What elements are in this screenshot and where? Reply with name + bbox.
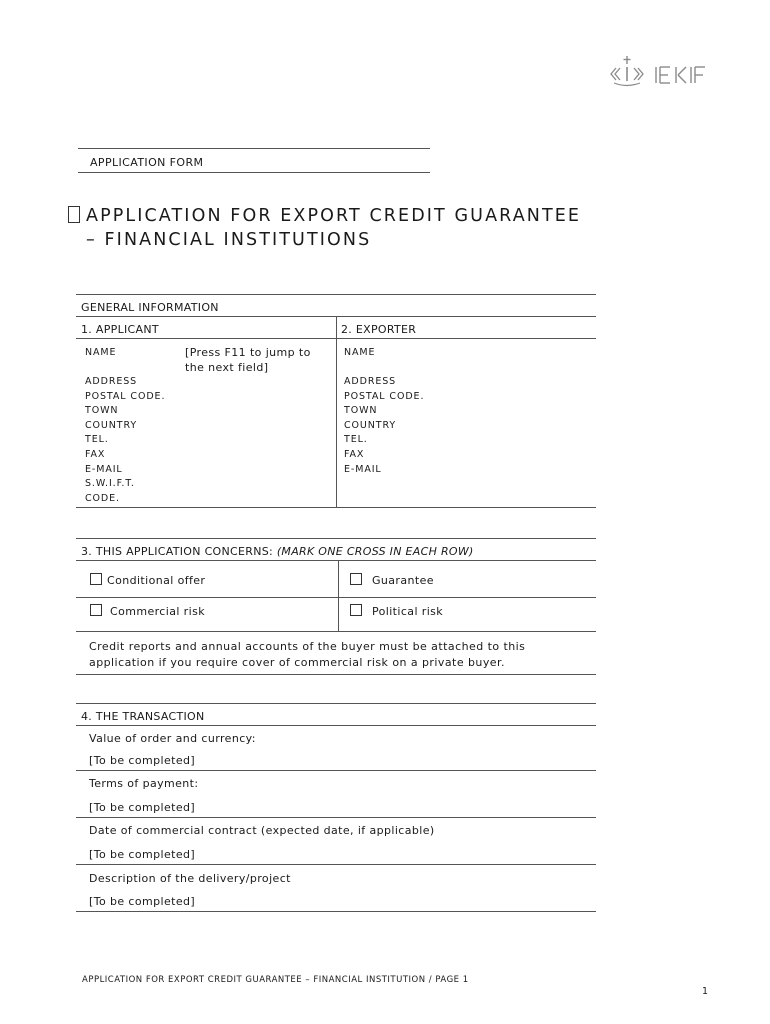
political-risk-checkbox[interactable] [350,604,362,616]
transaction-value-field[interactable]: [To be completed] [89,754,196,767]
transaction-terms-field[interactable]: [To be completed] [89,801,196,814]
transaction-rule-1 [76,770,596,771]
concerns-note [89,639,525,670]
concerns-heading [81,545,474,558]
page-footer: APPLICATION FOR EXPORT CREDIT GUARANTEE – FINANCIAL INSTITUTION / PAGE 1 [82,975,469,985]
exporter-tel-label: TEL. [344,434,368,446]
commercial-risk-label: Commercial risk [110,605,205,618]
applicant-fax-label: FAX [85,448,106,460]
concerns-note-line-1: Credit reports and annual accounts of the buyer must be attached to this [89,640,526,653]
applicant-swift-label: S.W.I.F.T. [85,478,135,490]
transaction-date-label: Date of commercial contract (expected date, if applicable) [89,824,435,837]
concerns-rule-row [76,597,596,598]
concerns-rule-options-bottom [76,631,596,632]
transaction-terms-label: Terms of payment: [89,777,199,790]
transaction-rule-bottom [76,911,596,912]
applicant-country-label: COUNTRY [85,419,138,431]
general-column-divider [336,316,337,507]
form-label-rule-top [78,148,430,149]
transaction-rule-2 [76,817,596,818]
political-risk-label: Political risk [372,605,444,618]
applicant-tel-label: TEL. [85,434,109,446]
commercial-risk-checkbox[interactable] [90,604,102,616]
concerns-rule-header [76,560,596,561]
guarantee-label: Guarantee [372,574,434,587]
applicant-town-label: TOWN [85,405,119,417]
applicant-swift-code-label: CODE. [85,492,120,504]
concerns-heading-text: 3. THIS APPLICATION CONCERNS: [81,545,277,558]
exporter-address-label: ADDRESS [344,376,397,387]
form-label: APPLICATION FORM [90,156,204,169]
concerns-rule-bottom [76,674,596,675]
general-rule-top [76,294,596,295]
page-title [68,204,581,252]
concerns-rule-top [76,538,596,539]
transaction-rule-3 [76,864,596,865]
transaction-value-label: Value of order and currency: [89,732,256,745]
applicant-heading: 1. APPLICANT [81,323,159,336]
transaction-heading: 4. THE TRANSACTION [81,710,205,723]
form-label-rule-bottom [78,172,430,173]
title-line-2: – FINANCIAL INSTITUTIONS [86,230,372,250]
title-line-1: APPLICATION FOR EXPORT CREDIT GUARANTEE [86,206,582,226]
transaction-description-label: Description of the delivery/project [89,872,291,885]
transaction-date-field[interactable]: [To be completed] [89,848,196,861]
conditional-offer-checkbox[interactable] [90,573,102,585]
exporter-country-label: COUNTRY [344,419,397,431]
applicant-name-label: NAME [85,347,117,358]
concerns-column-divider [338,560,339,631]
exporter-town-label: TOWN [344,405,378,417]
title-box-glyph [68,206,80,223]
applicant-postal-code-label: POSTAL CODE. [85,390,166,402]
exporter-postal-code-label: POSTAL CODE. [344,390,425,402]
general-rule-bottom [76,507,596,508]
exporter-email-label: E-MAIL [344,463,382,475]
exporter-heading: 2. EXPORTER [341,323,417,336]
page-number: 1 [702,986,709,997]
exporter-fields [344,375,424,477]
applicant-fields [85,375,165,506]
exporter-fax-label: FAX [344,448,365,460]
applicant-email-label: E-MAIL [85,463,123,475]
transaction-rule-top [76,703,596,704]
conditional-offer-label: Conditional offer [107,574,206,587]
guarantee-checkbox[interactable] [350,573,362,585]
applicant-address-label: ADDRESS [85,376,138,387]
ekf-logo-mark [608,52,714,92]
concerns-note-line-2: application if you require cover of commercial risk on a private buyer. [89,655,505,669]
applicant-name-hint-line-2: the next field] [185,361,269,374]
transaction-description-field[interactable]: [To be completed] [89,895,196,908]
applicant-name-field[interactable] [185,345,311,375]
exporter-name-label: NAME [344,347,376,358]
concerns-heading-note: (MARK ONE CROSS IN EACH ROW) [276,545,474,558]
ekf-logo [608,52,714,92]
applicant-name-hint-line-1: [Press F11 to jump to [185,346,311,359]
transaction-rule-header [76,725,596,726]
general-heading: GENERAL INFORMATION [81,301,219,314]
